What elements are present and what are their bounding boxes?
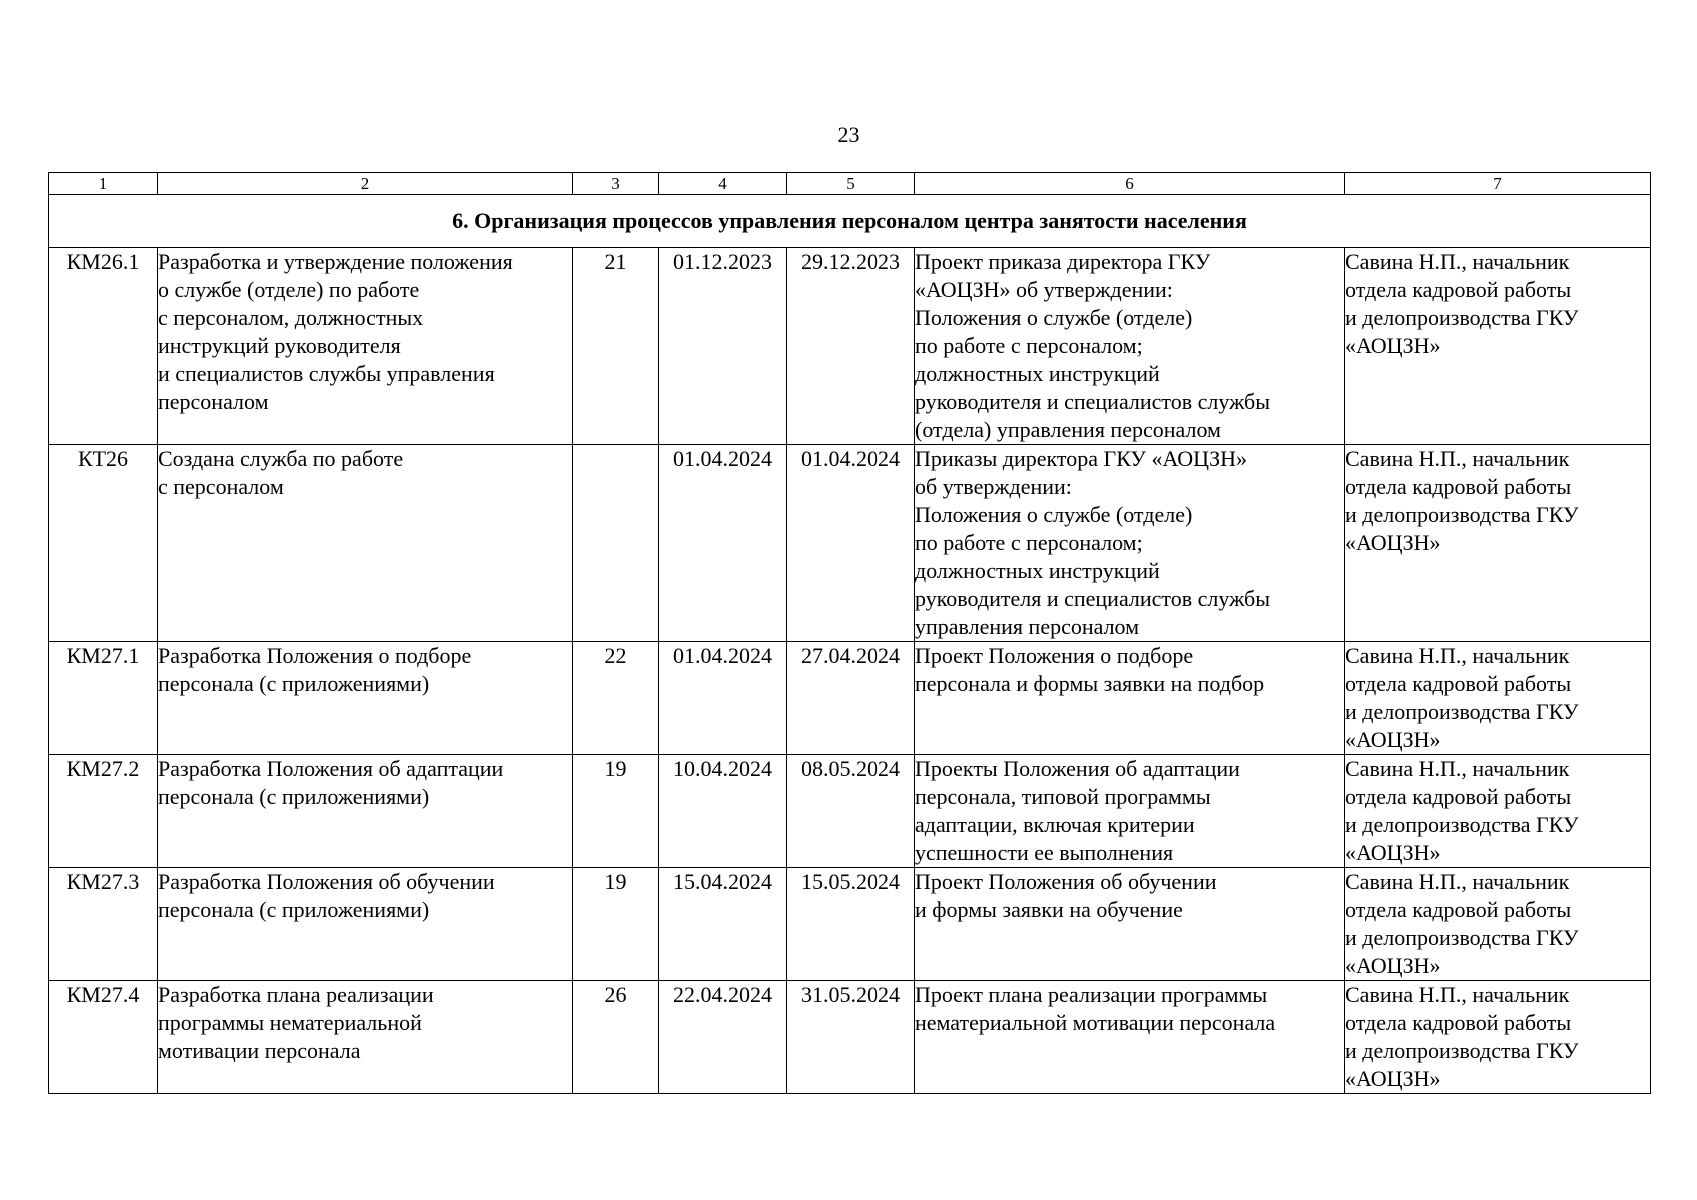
row-name-line: с персоналом, должностных (158, 305, 424, 330)
table-row (49, 755, 1651, 868)
row-number: 22 (573, 642, 659, 755)
row-responsible-line: отдела кадровой работы (1345, 784, 1572, 809)
row-name-line: инструкций руководителя (158, 333, 401, 358)
row-responsible (1345, 981, 1651, 1094)
row-result-line: Проект Положения о подборе (915, 643, 1194, 668)
row-code: КМ27.2 (49, 755, 158, 868)
table-body (49, 195, 1651, 1094)
row-result-line: Положения о службе (отделе) (915, 502, 1193, 527)
row-start-date: 01.04.2024 (659, 642, 787, 755)
column-number-4: 4 (659, 173, 787, 195)
row-result-line: Проект плана реализации программы (915, 982, 1268, 1007)
row-responsible-line: «АОЦЗН» (1345, 530, 1441, 555)
row-responsible-line: Савина Н.П., начальник (1345, 249, 1570, 274)
row-result (915, 981, 1345, 1094)
column-number-3: 3 (573, 173, 659, 195)
row-end-date: 31.05.2024 (787, 981, 915, 1094)
row-result-line: персонала и формы заявки на подбор (915, 671, 1265, 696)
row-result-line: управления персоналом (915, 614, 1140, 639)
row-result-line: адаптации, включая критерии (915, 812, 1195, 837)
row-name-line: о службе (отделе) по работе (158, 277, 420, 302)
row-result-line: «АОЦЗН» об утверждении: (915, 277, 1173, 302)
row-responsible-line: и делопроизводства ГКУ (1345, 812, 1579, 837)
row-result-line: об утверждении: (915, 474, 1072, 499)
row-result (915, 445, 1345, 642)
row-start-date: 22.04.2024 (659, 981, 787, 1094)
row-name-line: Разработка Положения об адаптации (158, 756, 504, 781)
row-end-date: 27.04.2024 (787, 642, 915, 755)
row-result-line: руководителя и специалистов службы (915, 586, 1270, 611)
row-name-line: персоналом (158, 389, 269, 414)
row-responsible-line: «АОЦЗН» (1345, 727, 1441, 752)
row-number: 19 (573, 868, 659, 981)
row-code: КМ26.1 (49, 248, 158, 445)
row-responsible (1345, 445, 1651, 642)
row-name-line: с персоналом (158, 474, 284, 499)
row-responsible (1345, 642, 1651, 755)
row-name-line: персонала (с приложениями) (158, 784, 430, 809)
row-name-line: персонала (с приложениями) (158, 897, 430, 922)
column-number-header (49, 173, 1651, 195)
column-number-6: 6 (915, 173, 1345, 195)
row-name-line: Разработка Положения об обучении (158, 869, 495, 894)
row-result (915, 755, 1345, 868)
plan-table (48, 172, 1651, 1094)
row-name (158, 445, 573, 642)
row-end-date: 01.04.2024 (787, 445, 915, 642)
row-responsible-line: и делопроизводства ГКУ (1345, 699, 1579, 724)
column-number-1: 1 (49, 173, 158, 195)
table-row (49, 981, 1651, 1094)
row-name (158, 642, 573, 755)
row-responsible-line: отдела кадровой работы (1345, 474, 1572, 499)
row-end-date: 15.05.2024 (787, 868, 915, 981)
row-result-line: (отдела) управления персоналом (915, 417, 1221, 442)
page-number: 23 (837, 122, 860, 147)
row-responsible-line: «АОЦЗН» (1345, 333, 1441, 358)
row-number (573, 445, 659, 642)
row-responsible-line: отдела кадровой работы (1345, 277, 1572, 302)
row-result-line: успешности ее выполнения (915, 840, 1174, 865)
row-responsible-line: отдела кадровой работы (1345, 897, 1572, 922)
table-row (49, 445, 1651, 642)
row-responsible-line: и делопроизводства ГКУ (1345, 502, 1579, 527)
column-number-5: 5 (787, 173, 915, 195)
row-responsible (1345, 755, 1651, 868)
row-result (915, 868, 1345, 981)
row-result-line: Приказы директора ГКУ «АОЦЗН» (915, 446, 1247, 471)
table-row (49, 642, 1651, 755)
row-code: КТ26 (49, 445, 158, 642)
row-responsible-line: и делопроизводства ГКУ (1345, 925, 1579, 950)
row-responsible-line: «АОЦЗН» (1345, 840, 1441, 865)
column-number-7: 7 (1345, 173, 1651, 195)
row-name (158, 868, 573, 981)
row-responsible-line: и делопроизводства ГКУ (1345, 305, 1579, 330)
row-start-date: 01.04.2024 (659, 445, 787, 642)
row-responsible-line: «АОЦЗН» (1345, 953, 1441, 978)
row-name-line: Разработка плана реализации (158, 982, 434, 1007)
row-result-line: по работе с персоналом; (915, 333, 1143, 358)
row-result-line: персонала, типовой программы (915, 784, 1211, 809)
row-start-date: 15.04.2024 (659, 868, 787, 981)
row-result-line: Проекты Положения об адаптации (915, 756, 1240, 781)
column-number-row (49, 173, 1651, 195)
row-responsible-line: «АОЦЗН» (1345, 1066, 1441, 1091)
row-code: КМ27.4 (49, 981, 158, 1094)
row-name-line: персонала (с приложениями) (158, 671, 430, 696)
row-responsible-line: Савина Н.П., начальник (1345, 643, 1570, 668)
row-end-date: 29.12.2023 (787, 248, 915, 445)
row-name-line: программы нематериальной (158, 1010, 422, 1035)
row-name-line: мотивации персонала (158, 1038, 361, 1063)
row-responsible-line: Савина Н.П., начальник (1345, 446, 1570, 471)
row-result-line: руководителя и специалистов службы (915, 389, 1270, 414)
row-name-line: и специалистов службы управления (158, 361, 495, 386)
row-name (158, 981, 573, 1094)
row-result-line: и формы заявки на обучение (915, 897, 1183, 922)
row-start-date: 01.12.2023 (659, 248, 787, 445)
row-result-line: должностных инструкций (915, 361, 1160, 386)
row-number: 19 (573, 755, 659, 868)
row-result-line: Проект Положения об обучении (915, 869, 1217, 894)
row-result (915, 248, 1345, 445)
row-name-line: Разработка Положения о подборе (158, 643, 472, 668)
row-number: 21 (573, 248, 659, 445)
row-responsible-line: Савина Н.П., начальник (1345, 756, 1570, 781)
row-result-line: нематериальной мотивации персонала (915, 1010, 1276, 1035)
row-code: КМ27.1 (49, 642, 158, 755)
row-result-line: по работе с персоналом; (915, 530, 1143, 555)
row-name-line: Разработка и утверждение положения (158, 249, 513, 274)
row-code: КМ27.3 (49, 868, 158, 981)
section-row (49, 195, 1651, 248)
row-responsible-line: отдела кадровой работы (1345, 1010, 1572, 1035)
row-responsible-line: и делопроизводства ГКУ (1345, 1038, 1579, 1063)
row-result (915, 642, 1345, 755)
row-number: 26 (573, 981, 659, 1094)
row-name-line: Создана служба по работе (158, 446, 404, 471)
row-name (158, 248, 573, 445)
row-start-date: 10.04.2024 (659, 755, 787, 868)
column-number-2: 2 (158, 173, 573, 195)
row-result-line: Проект приказа директора ГКУ (915, 249, 1211, 274)
row-responsible-line: отдела кадровой работы (1345, 671, 1572, 696)
row-responsible-line: Савина Н.П., начальник (1345, 982, 1570, 1007)
row-end-date: 08.05.2024 (787, 755, 915, 868)
row-responsible-line: Савина Н.П., начальник (1345, 869, 1570, 894)
row-result-line: должностных инструкций (915, 558, 1160, 583)
row-responsible (1345, 868, 1651, 981)
row-result-line: Положения о службе (отделе) (915, 305, 1193, 330)
row-responsible (1345, 248, 1651, 445)
table-row (49, 248, 1651, 445)
section-title: 6. Организация процессов управления персоналом центра занятости населения (49, 195, 1651, 248)
row-name (158, 755, 573, 868)
table-row (49, 868, 1651, 981)
